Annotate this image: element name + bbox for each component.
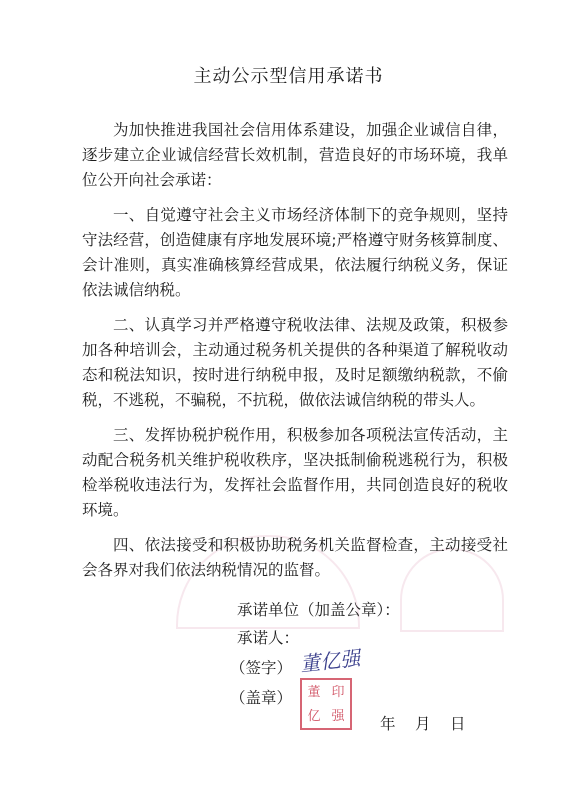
unit-label: 承诺单位（加盖公章）： [237, 601, 400, 619]
document-body [82, 118, 508, 593]
personal-name-stamp [300, 678, 352, 730]
stamp-char: 强 [331, 708, 345, 724]
stamp-char: 董 [307, 684, 321, 700]
sign-label: （签字） [230, 659, 293, 677]
clause-4: 四、依法接受和积极协助税务机关监督检查，主动接受社会各界对我们依法纳税情况的监督。 [82, 536, 508, 579]
document-title: 主动公示型信用承诺书 [193, 66, 384, 87]
clause-1: 一、自觉遵守社会主义市场经济体制下的竞争规则，坚持守法经营，创造健康有序地发展环境;严格遵守财务核算制度、会计准则，真实准确核算经营成果，依法履行纳税义务，保证依法诚信纳税。 [82, 206, 508, 299]
person-label: 承诺人： [237, 629, 300, 647]
clause-3: 三、发挥协税护税作用，积极参加各项税法宣传活动，主动配合税务机关维护税收秩序，坚决抵制偷税逃税行为，积极检举税收违法行为，发挥社会监督作用，共同创造良好的税收环境。 [82, 426, 508, 519]
seal-label: （盖章） [230, 689, 293, 707]
clause-2: 二、认真学习并严格遵守税收法律、法规及政策，积极参加各种培训会，主动通过税务机关提供的各种渠道了解税收动态和税法知识，按时进行纳税申报，及时足额缴纳税款，不偷税，不逃税，不骗税，不抗税，做依法诚信纳税的带头人。 [82, 316, 508, 409]
intro-paragraph: 为加快推进我国社会信用体系建设，加强企业诚信自律，逐步建立企业诚信经营长效机制，营造良好的市场环境，我单位公开向社会承诺： [82, 121, 508, 189]
stamp-char: 印 [331, 684, 345, 700]
date-label: 年 月 日 [380, 715, 468, 733]
stamp-char: 亿 [307, 708, 321, 724]
handwritten-signature: 董亿强 [299, 645, 362, 677]
